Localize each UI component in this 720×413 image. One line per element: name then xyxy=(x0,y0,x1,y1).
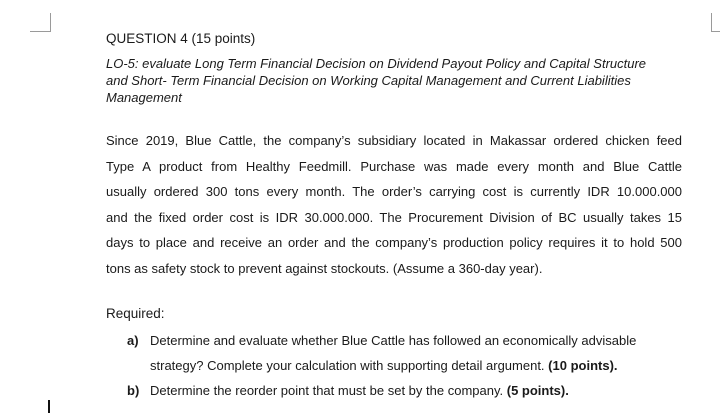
required-label: Required: xyxy=(106,306,165,321)
item-line: Determine and evaluate whether Blue Cattle has followed an economically advisable xyxy=(150,333,637,348)
paragraph-line: and the fixed order cost is IDR 30.000.000. The Procurement Division of BC usually takes 15 xyxy=(106,209,682,225)
points-label: (5 points). xyxy=(506,383,569,398)
page-corner-mark-right xyxy=(711,13,720,32)
learning-outcome-line: and Short- Term Financial Decision on Working Capital Management and Current Liabilities xyxy=(106,73,631,88)
item-text xyxy=(150,328,690,378)
item-line xyxy=(150,378,690,403)
learning-outcome-line: LO-5: evaluate Long Term Financial Decision on Dividend Payout Policy and Capital Structure xyxy=(106,56,647,71)
item-marker: b) xyxy=(127,383,140,398)
learning-outcome-line: Management xyxy=(106,90,182,105)
question-title: QUESTION 4 (15 points) xyxy=(106,31,256,46)
item-line-text: Determine the reorder point that must be set by the company. xyxy=(150,383,504,398)
item-text xyxy=(150,378,690,403)
item-line-text: strategy? Complete your calculation with supporting detail argument. xyxy=(150,358,545,373)
item-line xyxy=(150,353,690,378)
paragraph-line: Since 2019, Blue Cattle, the company’s subsidiary located in Makassar ordered chicken feed xyxy=(106,133,682,148)
text-cursor xyxy=(48,400,50,413)
learning-outcome xyxy=(106,55,696,106)
points-label: (10 points). xyxy=(548,358,618,373)
page-corner-mark-left xyxy=(30,13,51,32)
paragraph-line: usually ordered 300 tons every month. The order’s carrying cost is currently IDR 10.000.000 xyxy=(106,184,682,199)
paragraph-line: Type A product from Healthy Feedmill. Purchase was made every month and Blue Cattle xyxy=(106,158,682,174)
item-marker: a) xyxy=(127,333,139,348)
paragraph-line: days to place and receive an order and the company’s production policy requires it to hold 500 xyxy=(106,235,682,250)
paragraph-line: tons as safety stock to prevent against stockouts. (Assume a 360-day year). xyxy=(106,260,543,276)
case-paragraph xyxy=(106,128,682,281)
